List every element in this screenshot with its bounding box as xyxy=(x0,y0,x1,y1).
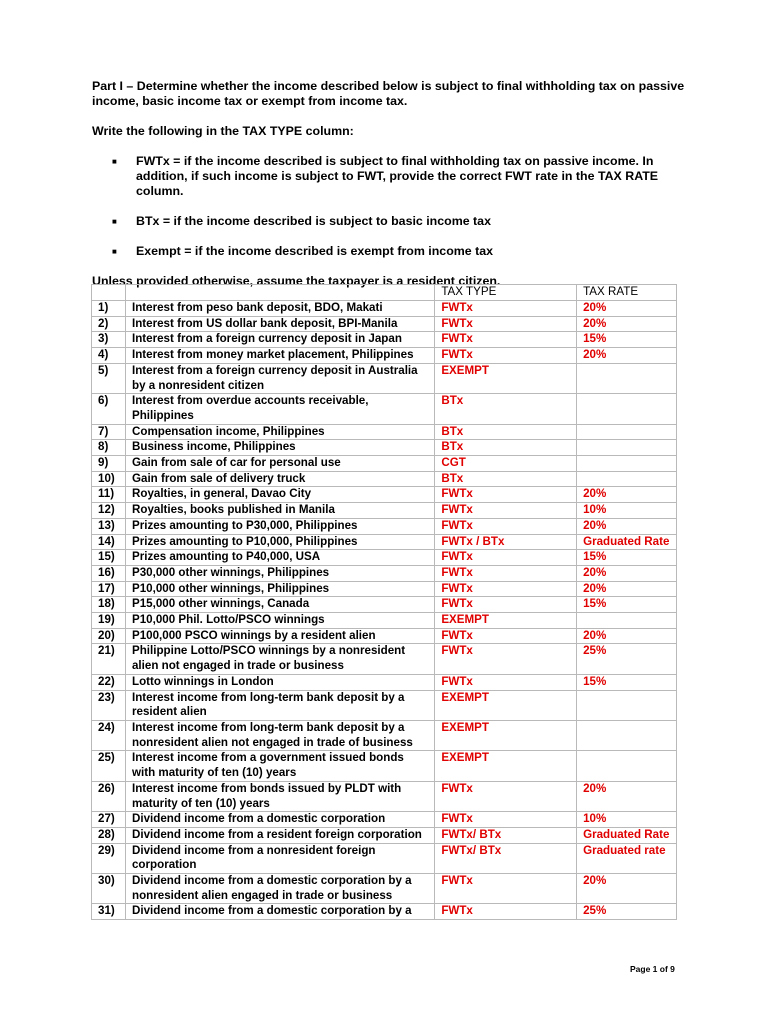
tax-type-cell: EXEMPT xyxy=(435,363,577,393)
tax-type-cell: CGT xyxy=(435,456,577,472)
square-bullet-icon: ■ xyxy=(112,217,117,226)
income-description: P10,000 other winnings, Philippines xyxy=(125,581,434,597)
tax-type-cell: FWTx xyxy=(435,332,577,348)
instructions xyxy=(92,79,692,289)
tax-type-cell: FWTx xyxy=(435,781,577,811)
table-row xyxy=(92,394,677,424)
instruction-text: Write the following in the TAX TYPE column: xyxy=(92,124,354,138)
table-row xyxy=(92,503,677,519)
tax-type-cell: EXEMPT xyxy=(435,720,577,750)
table-row xyxy=(92,581,677,597)
income-description: Interest from US dollar bank deposit, BPI-Manila xyxy=(125,316,434,332)
row-number: 27) xyxy=(92,812,126,828)
income-description: P100,000 PSCO winnings by a resident alien xyxy=(125,628,434,644)
table-row xyxy=(92,628,677,644)
table-body xyxy=(92,301,677,920)
tax-rate-cell: 15% xyxy=(577,597,677,613)
row-number: 11) xyxy=(92,487,126,503)
tax-type-cell: FWTx xyxy=(435,565,577,581)
row-number: 13) xyxy=(92,518,126,534)
tax-rate-cell: 20% xyxy=(577,487,677,503)
income-description: Interest from a foreign currency deposit in Japan xyxy=(125,332,434,348)
income-description: Interest from a foreign currency deposit in Australia by a nonresident citizen xyxy=(125,363,434,393)
tax-type-cell: EXEMPT xyxy=(435,751,577,781)
income-description: P10,000 Phil. Lotto/PSCO winnings xyxy=(125,613,434,629)
table-row xyxy=(92,424,677,440)
table-row xyxy=(92,781,677,811)
row-number: 22) xyxy=(92,674,126,690)
income-description: Royalties, books published in Manila xyxy=(125,503,434,519)
table-row xyxy=(92,874,677,904)
tax-type-cell: BTx xyxy=(435,424,577,440)
income-description: Dividend income from a nonresident foreign corporation xyxy=(125,843,434,873)
row-number: 25) xyxy=(92,751,126,781)
table-row xyxy=(92,597,677,613)
income-description: Lotto winnings in London xyxy=(125,674,434,690)
assumption-note: Unless provided otherwise, assume the taxpayer is a resident citizen. xyxy=(92,274,501,288)
income-description: Prizes amounting to P10,000, Philippines xyxy=(125,534,434,550)
income-description: Prizes amounting to P40,000, USA xyxy=(125,550,434,566)
tax-rate-cell: 25% xyxy=(577,644,677,674)
page-number: Page 1 of 9 xyxy=(630,964,675,974)
tax-rate-cell: 20% xyxy=(577,518,677,534)
tax-table xyxy=(91,284,677,920)
income-description: Interest income from long-term bank deposit by a nonresident alien not engaged in trade of business xyxy=(125,720,434,750)
list-item: ■ FWTx = if the income described is subject to final withholding tax on passive income. In addition, if such income is subject to FWT, provide the correct FWT rate in the TAX RATE column. xyxy=(112,154,659,198)
row-number: 5) xyxy=(92,363,126,393)
tax-type-cell: FWTx xyxy=(435,487,577,503)
tax-type-cell: FWTx xyxy=(435,301,577,317)
table-row xyxy=(92,348,677,364)
income-description: Business income, Philippines xyxy=(125,440,434,456)
tax-type-cell: BTx xyxy=(435,471,577,487)
tax-type-cell: FWTx xyxy=(435,348,577,364)
row-number: 7) xyxy=(92,424,126,440)
income-description: P30,000 other winnings, Philippines xyxy=(125,565,434,581)
tax-type-cell: FWTx xyxy=(435,503,577,519)
row-number: 12) xyxy=(92,503,126,519)
tax-rate-cell xyxy=(577,363,677,393)
income-description: Prizes amounting to P30,000, Philippines xyxy=(125,518,434,534)
tax-rate-cell: 20% xyxy=(577,781,677,811)
row-number: 9) xyxy=(92,456,126,472)
row-number: 15) xyxy=(92,550,126,566)
tax-type-list xyxy=(92,154,692,259)
table-row xyxy=(92,550,677,566)
tax-type-cell: FWTx/ BTx xyxy=(435,843,577,873)
table-row xyxy=(92,613,677,629)
tax-type-cell: FWTx xyxy=(435,518,577,534)
tax-type-cell: EXEMPT xyxy=(435,613,577,629)
header-tax-rate: TAX RATE xyxy=(577,285,677,301)
header-tax-type: TAX TYPE xyxy=(435,285,577,301)
tax-rate-cell: Graduated rate xyxy=(577,843,677,873)
tax-rate-cell xyxy=(577,456,677,472)
row-number: 4) xyxy=(92,348,126,364)
tax-type-cell: FWTx xyxy=(435,674,577,690)
row-number: 24) xyxy=(92,720,126,750)
tax-type-cell: FWTx xyxy=(435,904,577,920)
row-number: 10) xyxy=(92,471,126,487)
row-number: 3) xyxy=(92,332,126,348)
square-bullet-icon: ■ xyxy=(112,157,117,166)
row-number: 21) xyxy=(92,644,126,674)
table-row xyxy=(92,363,677,393)
tax-type-cell: FWTx xyxy=(435,644,577,674)
table-row xyxy=(92,690,677,720)
row-number: 1) xyxy=(92,301,126,317)
tax-rate-cell xyxy=(577,720,677,750)
tax-type-cell: FWTx xyxy=(435,628,577,644)
income-description: Royalties, in general, Davao City xyxy=(125,487,434,503)
income-description: Compensation income, Philippines xyxy=(125,424,434,440)
part-heading: Part I – Determine whether the income described below is subject to final withholding tax on passive income, basic income tax or exempt from income tax. xyxy=(92,79,685,108)
row-number: 31) xyxy=(92,904,126,920)
header-description xyxy=(125,285,434,301)
row-number: 26) xyxy=(92,781,126,811)
table-row xyxy=(92,720,677,750)
tax-rate-cell: Graduated Rate xyxy=(577,534,677,550)
table-row xyxy=(92,332,677,348)
tax-type-cell: FWTx xyxy=(435,550,577,566)
row-number: 30) xyxy=(92,874,126,904)
table-header-row xyxy=(92,285,677,301)
tax-type-cell: FWTx xyxy=(435,597,577,613)
table-row xyxy=(92,644,677,674)
row-number: 16) xyxy=(92,565,126,581)
row-number: 17) xyxy=(92,581,126,597)
tax-rate-cell: 20% xyxy=(577,316,677,332)
tax-rate-cell: 15% xyxy=(577,332,677,348)
tax-type-cell: FWTx xyxy=(435,874,577,904)
row-number: 6) xyxy=(92,394,126,424)
tax-rate-cell: 25% xyxy=(577,904,677,920)
table-row xyxy=(92,316,677,332)
table-row xyxy=(92,827,677,843)
tax-type-cell: FWTx/ BTx xyxy=(435,827,577,843)
tax-rate-cell: Graduated Rate xyxy=(577,827,677,843)
row-number: 29) xyxy=(92,843,126,873)
row-number: 23) xyxy=(92,690,126,720)
table-row xyxy=(92,674,677,690)
tax-type-cell: FWTx xyxy=(435,581,577,597)
row-number: 28) xyxy=(92,827,126,843)
table-row xyxy=(92,812,677,828)
square-bullet-icon: ■ xyxy=(112,247,117,256)
income-description: Interest income from long-term bank deposit by a resident alien xyxy=(125,690,434,720)
tax-rate-cell: 15% xyxy=(577,550,677,566)
tax-rate-cell: 20% xyxy=(577,301,677,317)
row-number: 18) xyxy=(92,597,126,613)
table-row xyxy=(92,534,677,550)
table-row xyxy=(92,440,677,456)
tax-rate-cell xyxy=(577,424,677,440)
tax-rate-cell: 20% xyxy=(577,565,677,581)
tax-rate-cell: 10% xyxy=(577,503,677,519)
income-description: Interest income from bonds issued by PLDT with maturity of ten (10) years xyxy=(125,781,434,811)
table-row xyxy=(92,904,677,920)
tax-type-cell: BTx xyxy=(435,440,577,456)
tax-rate-cell xyxy=(577,690,677,720)
tax-rate-cell xyxy=(577,440,677,456)
row-number: 20) xyxy=(92,628,126,644)
row-number: 2) xyxy=(92,316,126,332)
income-description: Dividend income from a domestic corporation by a xyxy=(125,904,434,920)
table-row xyxy=(92,301,677,317)
table-row xyxy=(92,843,677,873)
tax-rate-cell xyxy=(577,613,677,629)
tax-type-cell: FWTx xyxy=(435,812,577,828)
header-number xyxy=(92,285,126,301)
table-row xyxy=(92,565,677,581)
income-description: Philippine Lotto/PSCO winnings by a nonresident alien not engaged in trade or business xyxy=(125,644,434,674)
table-row xyxy=(92,518,677,534)
table-row xyxy=(92,471,677,487)
row-number: 19) xyxy=(92,613,126,629)
tax-rate-cell: 20% xyxy=(577,348,677,364)
income-description: Interest income from a government issued bonds with maturity of ten (10) years xyxy=(125,751,434,781)
list-item: ■ Exempt = if the income described is exempt from income tax xyxy=(112,244,494,258)
income-description: Interest from overdue accounts receivable, Philippines xyxy=(125,394,434,424)
tax-rate-cell: 20% xyxy=(577,628,677,644)
table-row xyxy=(92,456,677,472)
income-description: Interest from peso bank deposit, BDO, Makati xyxy=(125,301,434,317)
tax-type-cell: BTx xyxy=(435,394,577,424)
table-row xyxy=(92,487,677,503)
tax-type-cell: FWTx / BTx xyxy=(435,534,577,550)
tax-rate-cell xyxy=(577,394,677,424)
income-description: Dividend income from a resident foreign corporation xyxy=(125,827,434,843)
income-description: Interest from money market placement, Philippines xyxy=(125,348,434,364)
tax-rate-cell: 10% xyxy=(577,812,677,828)
row-number: 14) xyxy=(92,534,126,550)
tax-rate-cell: 20% xyxy=(577,874,677,904)
income-description: Gain from sale of delivery truck xyxy=(125,471,434,487)
row-number: 8) xyxy=(92,440,126,456)
tax-rate-cell: 20% xyxy=(577,581,677,597)
tax-rate-cell: 15% xyxy=(577,674,677,690)
tax-rate-cell xyxy=(577,751,677,781)
tax-rate-cell xyxy=(577,471,677,487)
list-item: ■ BTx = if the income described is subject to basic income tax xyxy=(112,214,491,228)
income-description: Dividend income from a domestic corporation xyxy=(125,812,434,828)
income-description: P15,000 other winnings, Canada xyxy=(125,597,434,613)
income-description: Gain from sale of car for personal use xyxy=(125,456,434,472)
income-description: Dividend income from a domestic corporation by a nonresident alien engaged in trade or business xyxy=(125,874,434,904)
tax-type-cell: FWTx xyxy=(435,316,577,332)
table-row xyxy=(92,751,677,781)
tax-type-cell: EXEMPT xyxy=(435,690,577,720)
